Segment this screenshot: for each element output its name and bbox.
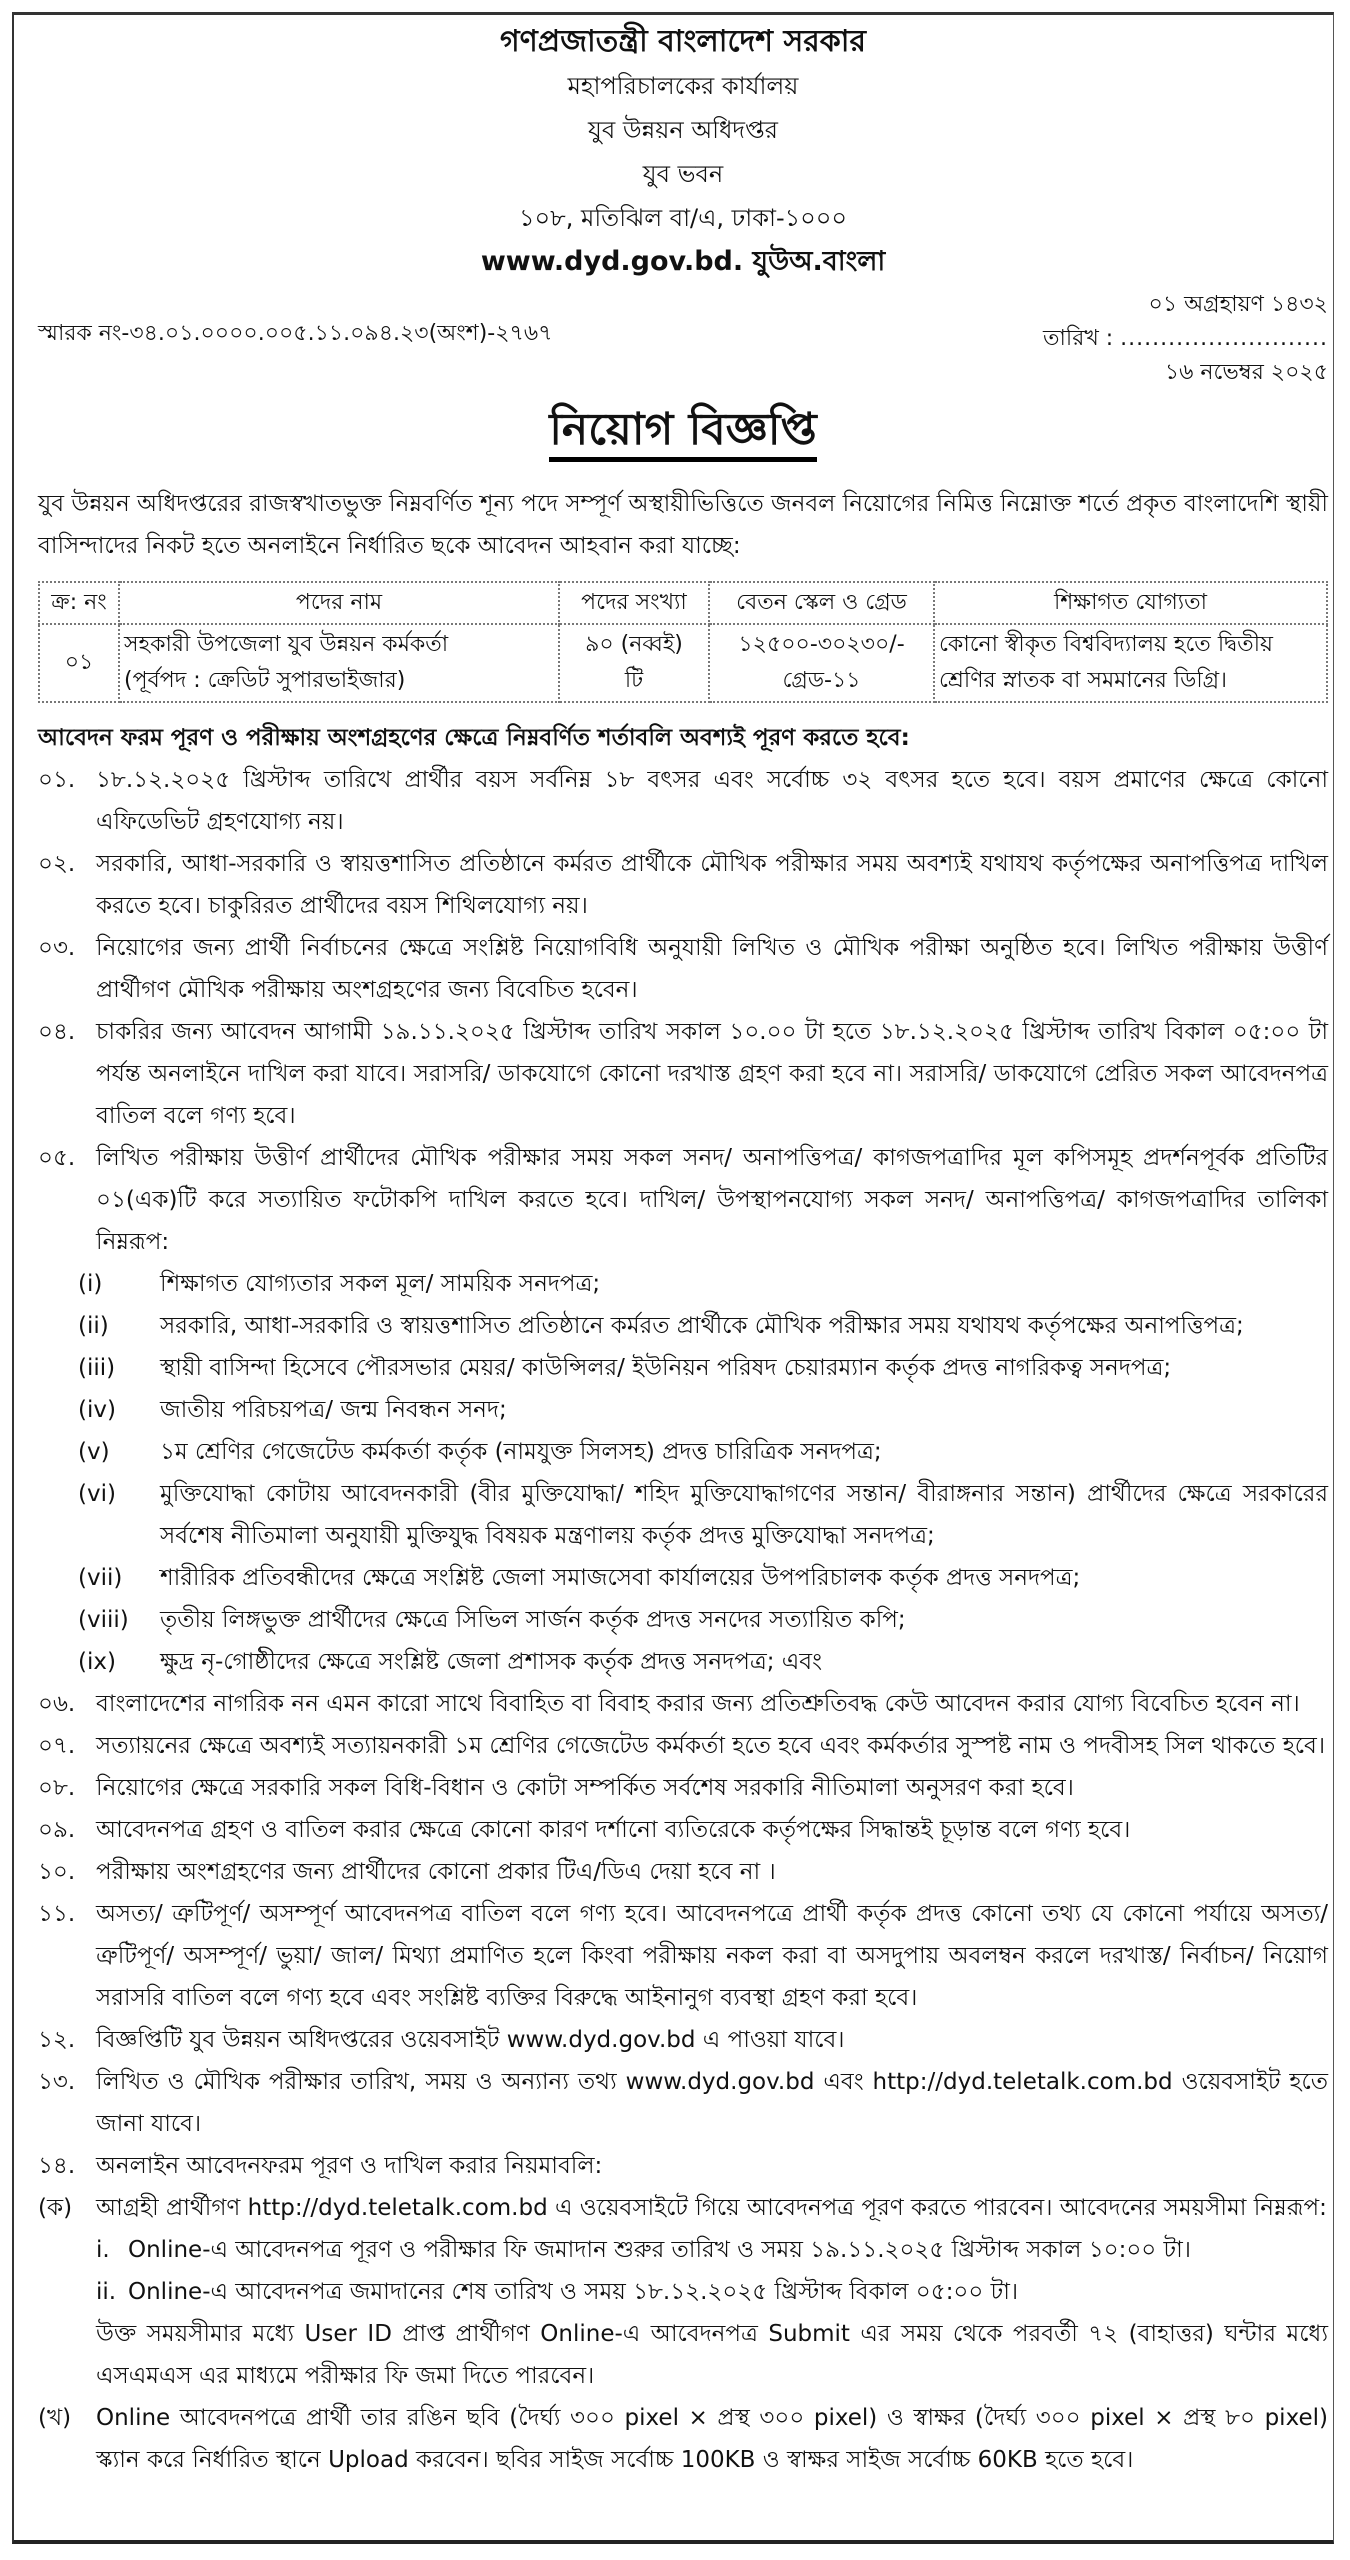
item-text: লিখিত ও মৌখিক পরীক্ষার তারিখ, সময় ও অন্যান্য তথ্য www.dyd.gov.bd এবং http://dyd.teletalk.com.bd ওয়েবসাইট হতে জানা যাবে।: [96, 2069, 1328, 2137]
item-number: ০৮.: [38, 1775, 76, 1801]
item-text: বিজ্ঞপ্তিটি যুব উন্নয়ন অধিদপ্তরের ওয়েবসাইট www.dyd.gov.bd এ পাওয়া যাবে।: [96, 2027, 845, 2053]
col-serial: ক্র: নং: [39, 582, 119, 624]
item-number: (vi): [78, 1481, 116, 1507]
document-item: [38, 1599, 1328, 1641]
online-item-kha: [38, 2397, 1328, 2481]
condition-item: [38, 1893, 1328, 2019]
item-text: তৃতীয় লিঙ্গভুক্ত প্রার্থীদের ক্ষেত্রে সিভিল সার্জন কর্তৃক প্রদত্ত সনদের সত্যায়িত কপি;: [160, 1607, 906, 1633]
subitem-number: ii.: [96, 2279, 117, 2305]
building-name: যুব ভবন: [642, 160, 724, 188]
item-text: চাকরির জন্য আবেদন আগামী ১৯.১১.২০২৫ খ্রিস্টাব্দ তারিখ সকাল ১০.০০ টা হতে ১৮.১২.২০২৫ খ্রিস্টাব্দ তারিখ বিকাল ০৫:০০ টা পর্যন্ত অনলাইনে দাখিল করা যাবে। সরাসরি/ ডাকযোগে কোনো দরখাস্ত গ্রহণ করা হবে না। সরাসরি/ ডাকযোগে প্রেরিত সকল আবেদনপত্র বাতিল বলে গণ্য হবে।: [96, 1019, 1328, 1129]
letterhead: [38, 20, 1328, 284]
date-label: তারিখ :: [1043, 326, 1114, 351]
condition-item: [38, 1725, 1328, 1767]
condition-item: [38, 1809, 1328, 1851]
table-header-row: [39, 582, 1327, 624]
col-qualification: শিক্ষাগত যোগ্যতা: [934, 582, 1327, 624]
office-name: মহাপরিচালকের কার্যালয়: [567, 72, 799, 100]
vacancy-table: [38, 581, 1328, 703]
item-number: ১১.: [38, 1901, 76, 1927]
document-item: [38, 1263, 1328, 1305]
date-block: [1043, 288, 1328, 390]
condition-item: [38, 2145, 1328, 2187]
memo-number: স্মারক নং-৩৪.০১.০০০০.০০৫.১১.০৯৪.২৩(অংশ)-২৭৬৭: [38, 321, 553, 346]
document-item: [38, 1389, 1328, 1431]
item-text: সরকারি, আধা-সরকারি ও স্বায়ত্তশাসিত প্রতিষ্ঠানে কর্মরত প্রার্থীকে মৌখিক পরীক্ষার সময় অবশ্যই যথাযথ কর্তৃপক্ষের অনাপত্তিপত্র দাখিল করতে হবে। চাকুরিরত প্রার্থীদের বয়স শিথিলযোগ্য নয়।: [96, 851, 1328, 919]
online-item-ka: [38, 2187, 1328, 2229]
item-number: ১৩.: [38, 2069, 76, 2095]
document-item: [38, 1557, 1328, 1599]
online-subitem: [38, 2229, 1328, 2271]
item-number: (i): [78, 1271, 103, 1297]
item-text: বাংলাদেশের নাগরিক নন এমন কারো সাথে বিবাহিত বা বিবাহ করার জন্য প্রতিশ্রুতিবদ্ধ কেউ আবেদন করার যোগ্য বিবেচিত হবেন না।: [96, 1691, 1300, 1717]
item-text: নিয়োগের জন্য প্রার্থী নির্বাচনের ক্ষেত্রে সংশ্লিষ্ট নিয়োগবিধি অনুযায়ী লিখিত ও মৌখিক পরীক্ষা অনুষ্ঠিত হবে। লিখিত পরীক্ষায় উত্তীর্ণ প্রার্থীগণ মৌখিক পরীক্ষায় অংশগ্রহণের জন্য বিবেচিত হবেন।: [96, 935, 1328, 1003]
condition-item: [38, 2061, 1328, 2145]
col-post: পদের নাম: [119, 582, 559, 624]
grade: গ্রেড-১১: [782, 668, 861, 693]
pay-scale: ১২৫০০-৩০২৩০/-: [738, 632, 905, 657]
cell-scale: [709, 624, 934, 702]
cell-count: [559, 624, 709, 702]
department-name: যুব উন্নয়ন অধিদপ্তর: [588, 116, 778, 144]
item-text: পরীক্ষায় অংশগ্রহণের জন্য প্রার্থীদের কোনো প্রকার টিএ/ডিএ দেয়া হবে না ।: [96, 1859, 776, 1885]
item-text: শারীরিক প্রতিবন্ধীদের ক্ষেত্রে সংশ্লিষ্ট জেলা সমাজসেবা কার্যালয়ের উপপরিচালক কর্তৃক প্রদত্ত সনদপত্র;: [160, 1565, 1081, 1591]
reference-row: [38, 288, 1328, 384]
condition-item: [38, 759, 1328, 843]
condition-item: [38, 2019, 1328, 2061]
item-number: (viii): [78, 1607, 129, 1633]
document-item: [38, 1641, 1328, 1683]
item-text: সত্যায়নের ক্ষেত্রে অবশ্যই সত্যায়নকারী ১ম শ্রেণির গেজেটেড কর্মকর্তা হতে হবে এবং কর্মকর্তার সুস্পষ্ট নাম ও পদবীসহ সিল থাকতে হবে।: [96, 1733, 1326, 1759]
item-text: ১ম শ্রেণির গেজেটেড কর্মকর্তা কর্তৃক (নামযুক্ত সিলসহ) প্রদত্ত চারিত্রিক সনদপত্র;: [160, 1439, 882, 1465]
condition-item: [38, 1137, 1328, 1263]
post-previous: (পূর্বপদ : ক্রেডিট সুপারভাইজার): [124, 668, 406, 693]
item-number: ০৩.: [38, 935, 76, 961]
item-number: ০৯.: [38, 1817, 76, 1843]
online-subitem: [38, 2271, 1328, 2313]
item-text: Online আবেদনপত্রে প্রার্থী তার রঙিন ছবি (দৈর্ঘ্য ৩০০ pixel × প্রস্থ ৩০০ pixel) ও স্বাক্ষর (দৈর্ঘ্য ৩০০ pixel × প্রস্থ ৮০ pixel) স্ক্যান করে নির্ধারিত স্থানে Upload করবেন। ছবির সাইজ সর্বোচ্চ 100KB ও স্বাক্ষর সাইজ সর্বোচ্চ 60KB হতে হবে।: [96, 2405, 1328, 2473]
subitem-text: Online-এ আবেদনপত্র জমাদানের শেষ তারিখ ও সময় ১৮.১২.২০২৫ খ্রিস্টাব্দ বিকাল ০৫:০০ টা।: [128, 2279, 1019, 2305]
document-item: [38, 1305, 1328, 1347]
document-item: [38, 1347, 1328, 1389]
subitem-text: Online-এ আবেদনপত্র পূরণ ও পরীক্ষার ফি জমাদান শুরুর তারিখ ও সময় ১৯.১১.২০২৫ খ্রিস্টাব্দ সকাল ১০:০০ টা।: [128, 2237, 1191, 2263]
date-bangla: ০১ অগ্রহায়ণ ১৪৩২: [1148, 292, 1328, 317]
condition-item: [38, 1011, 1328, 1137]
subitem-number: i.: [96, 2237, 110, 2263]
item-number: (ii): [78, 1313, 109, 1339]
item-text: আগ্রহী প্রার্থীগণ http://dyd.teletalk.com.bd এ ওয়েবসাইটে গিয়ে আবেদনপত্র পূরণ করতে পারবেন। আবেদনের সময়সীমা নিম্নরূপ:: [96, 2195, 1327, 2221]
item-text: জাতীয় পরিচয়পত্র/ জন্ম নিবন্ধন সনদ;: [160, 1397, 507, 1423]
item-text: ক্ষুদ্র নৃ-গোষ্ঠীদের ক্ষেত্রে সংশ্লিষ্ট জেলা প্রশাসক কর্তৃক প্রদত্ত সনদপত্র; এবং: [160, 1649, 822, 1675]
date-dots: ..........................: [1120, 326, 1328, 351]
item-text: অসত্য/ ত্রুটিপূর্ণ/ অসম্পূর্ণ আবেদনপত্র বাতিল বলে গণ্য হবে। আবেদনপত্রে প্রার্থী কর্তৃক প্রদত্ত কোনো তথ্য যে কোনো পর্যায়ে অসত্য/ ত্রুটিপূর্ণ/ অসম্পূর্ণ/ ভুয়া/ জাল/ মিথ্যা প্রমাণিত হলে কিংবা পরীক্ষায় নকল করা বা অসদুপায় অবলম্বন করলে দরখাস্ত/ নির্বাচন/ নিয়োগ সরাসরি বাতিল বলে গণ্য হবে এবং সংশ্লিষ্ট ব্যক্তির বিরুদ্ধে আইনানুগ ব্যবস্থা গ্রহণ করা হবে।: [96, 1901, 1328, 2011]
item-text: অনলাইন আবেদনফরম পূরণ ও দাখিল করার নিয়মাবলি:: [96, 2153, 603, 2179]
item-text: স্থায়ী বাসিন্দা হিসেবে পৌরসভার মেয়র/ কাউন্সিলর/ ইউনিয়ন পরিষদ চেয়ারম্যান কর্তৃক প্রদত্ত নাগরিকত্ব সনদপত্র;: [160, 1355, 1172, 1381]
online-note: উক্ত সময়সীমার মধ্যে User ID প্রাপ্ত প্রার্থীগণ Online-এ আবেদনপত্র Submit এর সময় থেকে পরবর্তী ৭২ (বাহাত্তর) ঘন্টার মধ্যে এসএমএস এর মাধ্যমে পরীক্ষার ফি জমা দিতে পারবেন।: [96, 2321, 1328, 2389]
item-number: ০১.: [38, 767, 76, 793]
document-item: [38, 1473, 1328, 1557]
item-number: ১২.: [38, 2027, 76, 2053]
item-number: (iii): [78, 1355, 116, 1381]
notice-title: নিয়োগ বিজ্ঞপ্তি: [549, 404, 816, 462]
cell-post: [119, 624, 559, 702]
item-number: ০৫.: [38, 1145, 76, 1171]
condition-item: [38, 1767, 1328, 1809]
post-count-unit: টি: [624, 668, 644, 693]
item-number: ০৬.: [38, 1691, 76, 1717]
item-number: (ক): [38, 2195, 73, 2221]
notice-document: [38, 20, 1328, 2481]
item-text: মুক্তিযোদ্ধা কোটায় আবেদনকারী (বীর মুক্তিযোদ্ধা/ শহিদ মুক্তিযোদ্ধাগণের সন্তান/ বীরাঙ্গনার সন্তান) প্রার্থীদের ক্ষেত্রে সরকারের সর্বশেষ নীতিমালা অনুযায়ী মুক্তিযুদ্ধ বিষয়ক মন্ত্রণালয় কর্তৃক প্রদত্ত মুক্তিযোদ্ধা সনদপত্র;: [160, 1481, 1328, 1549]
condition-item: [38, 1851, 1328, 1893]
item-number: ০৪.: [38, 1019, 76, 1045]
col-count: পদের সংখ্যা: [559, 582, 709, 624]
col-scale: বেতন স্কেল ও গ্রেড: [709, 582, 934, 624]
govt-name: গণপ্রজাতন্ত্রী বাংলাদেশ সরকার: [500, 24, 866, 59]
date-english: ১৬ নভেম্বর ২০২৫: [1164, 360, 1328, 385]
item-text: সরকারি, আধা-সরকারি ও স্বায়ত্তশাসিত প্রতিষ্ঠানে কর্মরত প্রার্থীকে মৌখিক পরীক্ষার সময় যথাযথ কর্তৃপক্ষের অনাপত্তিপত্র;: [160, 1313, 1244, 1339]
condition-item: [38, 927, 1328, 1011]
condition-item: [38, 1683, 1328, 1725]
item-number: (iv): [78, 1397, 116, 1423]
post-count: ৯০ (নব্বই): [585, 632, 683, 657]
address: ১০৮, মতিঝিল বা/এ, ঢাকা-১০০০: [518, 204, 847, 232]
intro-paragraph: যুব উন্নয়ন অধিদপ্তরের রাজস্বখাতভুক্ত নিম্নবর্ণিত শূন্য পদে সম্পূর্ণ অস্থায়ীভিত্তিতে জনবল নিয়োগের নিমিত্ত নিম্নোক্ত শর্তে প্রকৃত বাংলাদেশি স্থায়ী বাসিন্দাদের নিকট হতে অনলাইনে নির্ধারিত ছকে আবেদন আহবান করা যাচ্ছে:: [38, 491, 1328, 559]
document-item: [38, 1431, 1328, 1473]
item-number: (খ): [38, 2405, 72, 2431]
item-text: আবেদনপত্র গ্রহণ ও বাতিল করার ক্ষেত্রে কোনো কারণ দর্শানো ব্যতিরেকে কর্তৃপক্ষের সিদ্ধান্তই চূড়ান্ত বলে গণ্য হবে।: [96, 1817, 1131, 1843]
item-text: নিয়োগের ক্ষেত্রে সরকারি সকল বিধি-বিধান ও কোটা সম্পর্কিত সর্বশেষ সরকারি নীতিমালা অনুসরণ করা হবে।: [96, 1775, 1074, 1801]
item-number: ০২.: [38, 851, 76, 877]
item-number: (vii): [78, 1565, 123, 1591]
cell-qualification: কোনো স্বীকৃত বিশ্ববিদ্যালয় হতে দ্বিতীয় শ্রেণির স্নাতক বা সমমানের ডিগ্রি।: [934, 624, 1327, 702]
item-number: ১৪.: [38, 2153, 76, 2179]
website: www.dyd.gov.bd. যুউঅ.বাংলা: [480, 246, 886, 277]
condition-item: [38, 843, 1328, 927]
item-number: ১০.: [38, 1859, 76, 1885]
post-name: সহকারী উপজেলা যুব উন্নয়ন কর্মকর্তা: [124, 632, 449, 657]
item-number: (v): [78, 1439, 110, 1465]
item-number: (ix): [78, 1649, 116, 1675]
item-text: লিখিত পরীক্ষায় উত্তীর্ণ প্রার্থীদের মৌখিক পরীক্ষার সময় সকল সনদ/ অনাপত্তিপত্র/ কাগজপত্রাদির মূল কপিসমূহ প্রদর্শনপূর্বক প্রতিটির ০১(এক)টি করে সত্যায়িত ফটোকপি দাখিল করতে হবে। দাখিল/ উপস্থাপনযোগ্য সকল সনদ/ অনাপত্তিপত্র/ কাগজপত্রাদির তালিকা নিম্নরূপ:: [96, 1145, 1328, 1255]
table-row: [39, 624, 1327, 702]
cell-serial: ০১: [39, 624, 119, 702]
item-text: শিক্ষাগত যোগ্যতার সকল মূল/ সাময়িক সনদপত্র;: [160, 1271, 601, 1297]
conditions-heading: আবেদন ফরম পূরণ ও পরীক্ষায় অংশগ্রহণের ক্ষেত্রে নিম্নবর্ণিত শর্তাবলি অবশ্যই পূরণ করতে হবে:: [38, 725, 910, 751]
item-number: ০৭.: [38, 1733, 76, 1759]
item-text: ১৮.১২.২০২৫ খ্রিস্টাব্দ তারিখে প্রার্থীর বয়স সর্বনিম্ন ১৮ বৎসর এবং সর্বোচ্চ ৩২ বৎসর হতে হবে। বয়স প্রমাণের ক্ষেত্রে কোনো এফিডেভিট গ্রহণযোগ্য নয়।: [96, 767, 1328, 835]
